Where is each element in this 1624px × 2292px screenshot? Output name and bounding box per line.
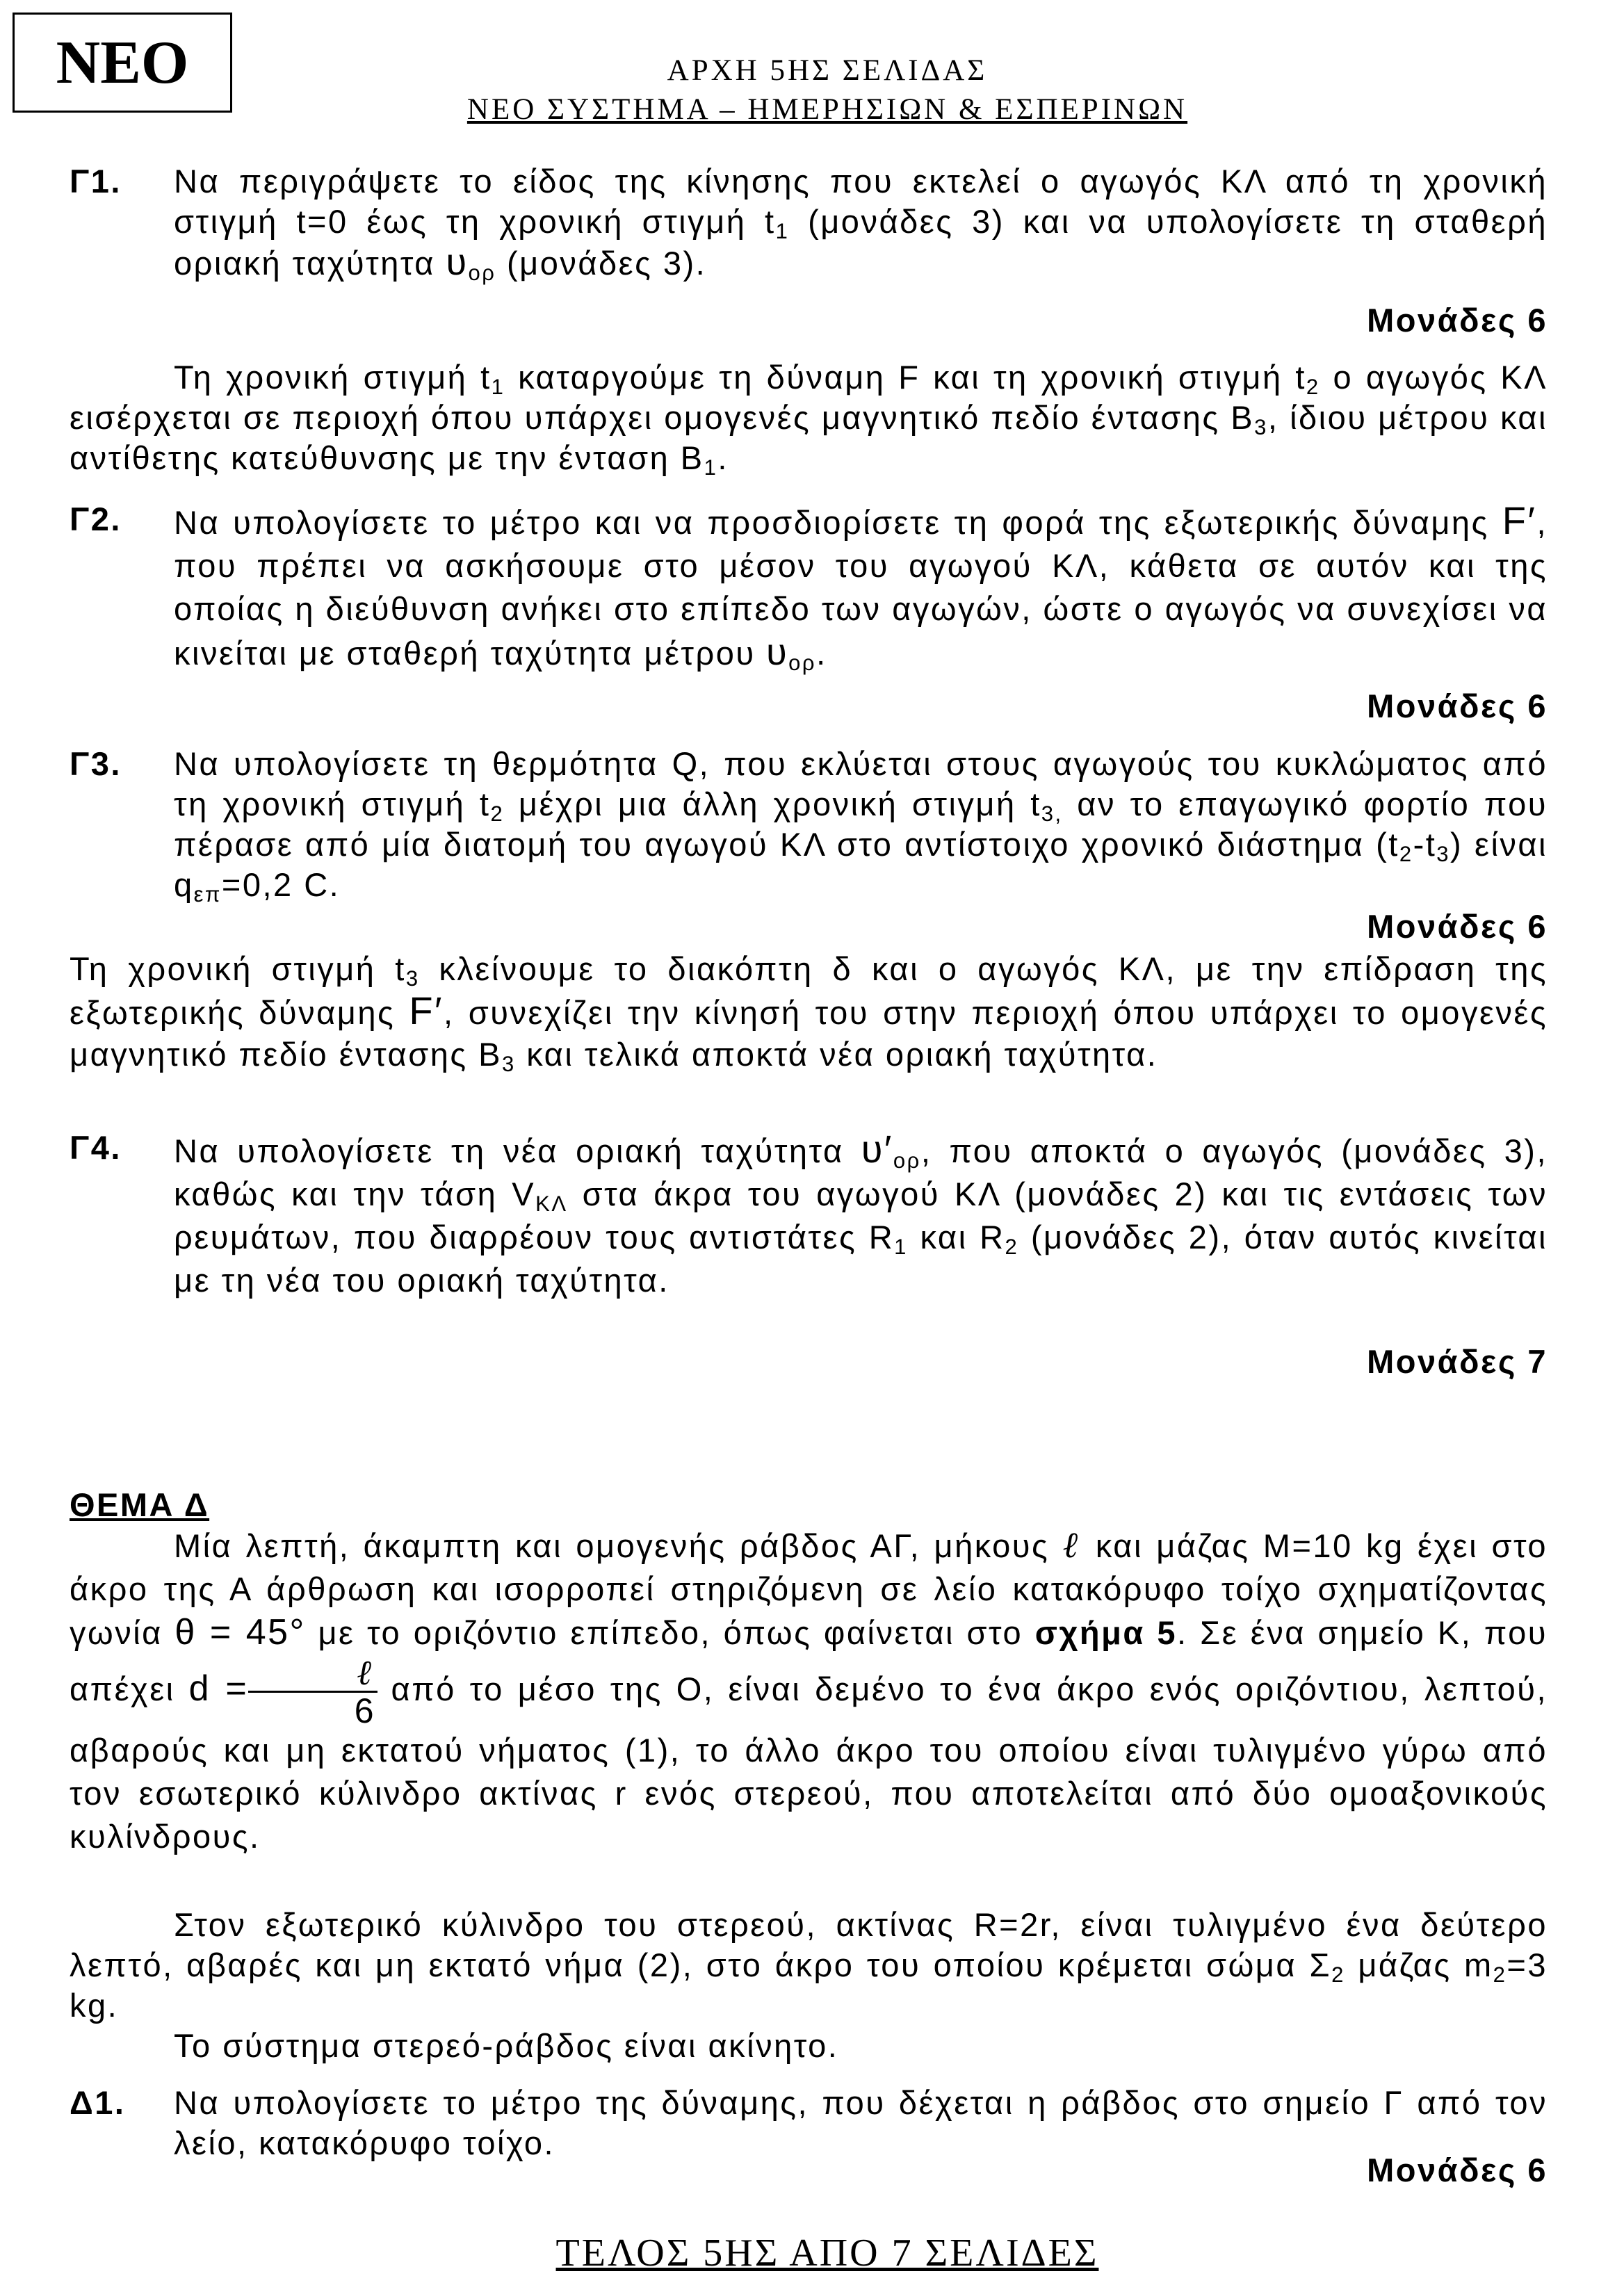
question-g2 bbox=[70, 499, 1548, 675]
score-g2: Μονάδες 6 bbox=[1367, 688, 1548, 724]
question-text: Να υπολογίσετε το μέτρο της δύναμης, που δέχεται η ράβδος στο σημείο Γ από τον λείο, κατακόρυφο τοίχο. bbox=[174, 2084, 1548, 2161]
paragraph-t3: Τη χρονική στιγμή $t_3$ κλείνουμε το διακόπτη δ και ο αγωγός ΚΛ, με την επίδραση της εξωτερικής δύναμης F′, συνεχίζει την κίνησή του στην περιοχή όπου υπάρχει το ομογενές μαγνητικό πεδίο έντασης $B_3$ και τελικά αποκτά νέα οριακή ταχύτητα. bbox=[70, 950, 1548, 1076]
question-label: Γ4. bbox=[70, 1129, 122, 1166]
question-g1 bbox=[70, 161, 1548, 284]
fraction-l-over-6: $\frac{\text{ℓ}}{6}$ bbox=[248, 1655, 377, 1729]
question-text: Να υπολογίσετε το μέτρο και να προσδιορίσετε τη φορά της εξωτερικής δύναμης F′, που πρέπει να ασκήσουμε στο μέσον του αγωγού ΚΛ, κάθετα σε αυτόν και της οποίας η διεύθυνση ανήκει στο επίπεδο των αγωγών, ώστε ο αγωγός να συνεχίσει να κινείται με σταθερή ταχύτητα μέτρου $\upsilon_{o\rho}$. bbox=[174, 498, 1548, 675]
page-header-start: ΑΡΧΗ 5ΗΣ ΣΕΛΙΔΑΣ bbox=[667, 54, 988, 87]
page-header-system: ΝΕΟ ΣΥΣΤΗΜΑ – ΗΜΕΡΗΣΙΩΝ & ΕΣΠΕΡΙΝΩΝ bbox=[466, 93, 1188, 126]
section-heading-thema-d: ΘΕΜΑ Δ bbox=[70, 1486, 210, 1523]
paragraph-t1-t2: Τη χρονική στιγμή $t_1$ καταργούμε τη δύναμη F και τη χρονική στιγμή $t_2$ ο αγωγός ΚΛ εισέρχεται σε περιοχή όπου υπάρχει ομογενές μαγνητικό πεδίο έντασης $B_3$, ίδιου μέτρου και αντίθετης κατεύθυνσης με την ένταση $B_1$. bbox=[70, 359, 1548, 480]
question-label: Δ1. bbox=[70, 2084, 126, 2121]
question-g4 bbox=[70, 1128, 1548, 1302]
question-text: Να υπολογίσετε τη θερμότητα Q, που εκλύεται στους αγωγούς του κυκλώματος από τη χρονική στιγμή $t_2$ μέχρι μια άλλη χρονική στιγμή $t_{3,}$ αν το επαγωγικό φορτίο που πέρασε από μία διατομή του αγωγού ΚΛ στο αντίστοιχο χρονικό διάστημα $(t_2-t_3)$ είναι $q_{\varepsilon\pi}=0,2$ C. bbox=[174, 745, 1548, 907]
question-label: Γ1. bbox=[70, 163, 122, 200]
question-label: Γ2. bbox=[70, 501, 122, 537]
question-text: Να υπολογίσετε τη νέα οριακή ταχύτητα $\upsilon'_{o\rho}$, που αποκτά ο αγωγός (μονάδες 3), καθώς και την τάση $V_{K\Lambda}$ στα άκρα του αγωγού ΚΛ (μονάδες 2) και τις εντάσεις των ρευμάτων, που διαρρέουν τους αντιστάτες $R_1$ και $R_2$ (μονάδες 2), όταν αυτός κινείται με τη νέα του οριακή ταχύτητα. bbox=[174, 1127, 1548, 1299]
score-g4: Μονάδες 7 bbox=[1367, 1343, 1548, 1380]
score-g1: Μονάδες 6 bbox=[1367, 302, 1548, 339]
question-text: Να περιγράψετε το είδος της κίνησης που εκτελεί ο αγωγός ΚΛ από τη χρονική στιγμή t=0 έως τη χρονική στιγμή $t_1$ (μονάδες 3) και να υπολογίσετε τη σταθερή οριακή ταχύτητα $\upsilon_{o\rho}$ (μονάδες 3). bbox=[174, 163, 1548, 285]
paragraph-outer-cylinder: Στον εξωτερικό κύλινδρο του στερεού, ακτίνας R=2r, είναι τυλιγμένο ένα δεύτερο λεπτό, αβαρές και μη εκτατό νήμα (2), στο άκρο του οποίου κρέμεται σώμα $\Sigma_2$ μάζας $m_2=3$ kg. bbox=[70, 1906, 1548, 2024]
paragraph-system-static: Το σύστημα στερεό-ράβδος είναι ακίνητο. bbox=[174, 2027, 839, 2064]
paragraph-rod: Μία λεπτή, άκαμπτη και ομογενής ράβδος ΑΓ, μήκους ℓ και μάζας Μ=10 kg έχει στο άκρο της Α άρθρωση και ισορροπεί στηριζόμενη σε λείο κατακόρυφο τοίχο σχηματίζοντας γωνία θ = 45° με το οριζόντιο επίπεδο, όπως φαίνεται στο σχήμα 5. Σε ένα σημείο Κ, που απέχει d = $\frac{\text{ℓ}}{6}$ από το μέσο της Ο, είναι δεμένο το ένα άκρο ενός οριζόντιου, λεπτού, αβαρούς και μη εκτατού νήματος (1), το άλλο άκρο του οποίου είναι τυλιγμένο γύρω από τον εσωτερικό κύλινδρο ακτίνας r ενός στερεού, που αποτελείται από δύο ομοαξονικούς κυλίνδρους. bbox=[70, 1525, 1548, 1855]
question-label: Γ3. bbox=[70, 745, 122, 782]
score-d1: Μονάδες 6 bbox=[1367, 2152, 1548, 2188]
score-g3: Μονάδες 6 bbox=[1367, 908, 1548, 945]
page-footer: ΤΕΛΟΣ 5ΗΣ ΑΠΟ 7 ΣΕΛΙΔΕΣ bbox=[555, 2232, 1099, 2275]
question-g3 bbox=[70, 744, 1548, 905]
question-d1 bbox=[70, 2083, 1548, 2163]
neo-badge: ΝΕΟ bbox=[13, 13, 232, 113]
